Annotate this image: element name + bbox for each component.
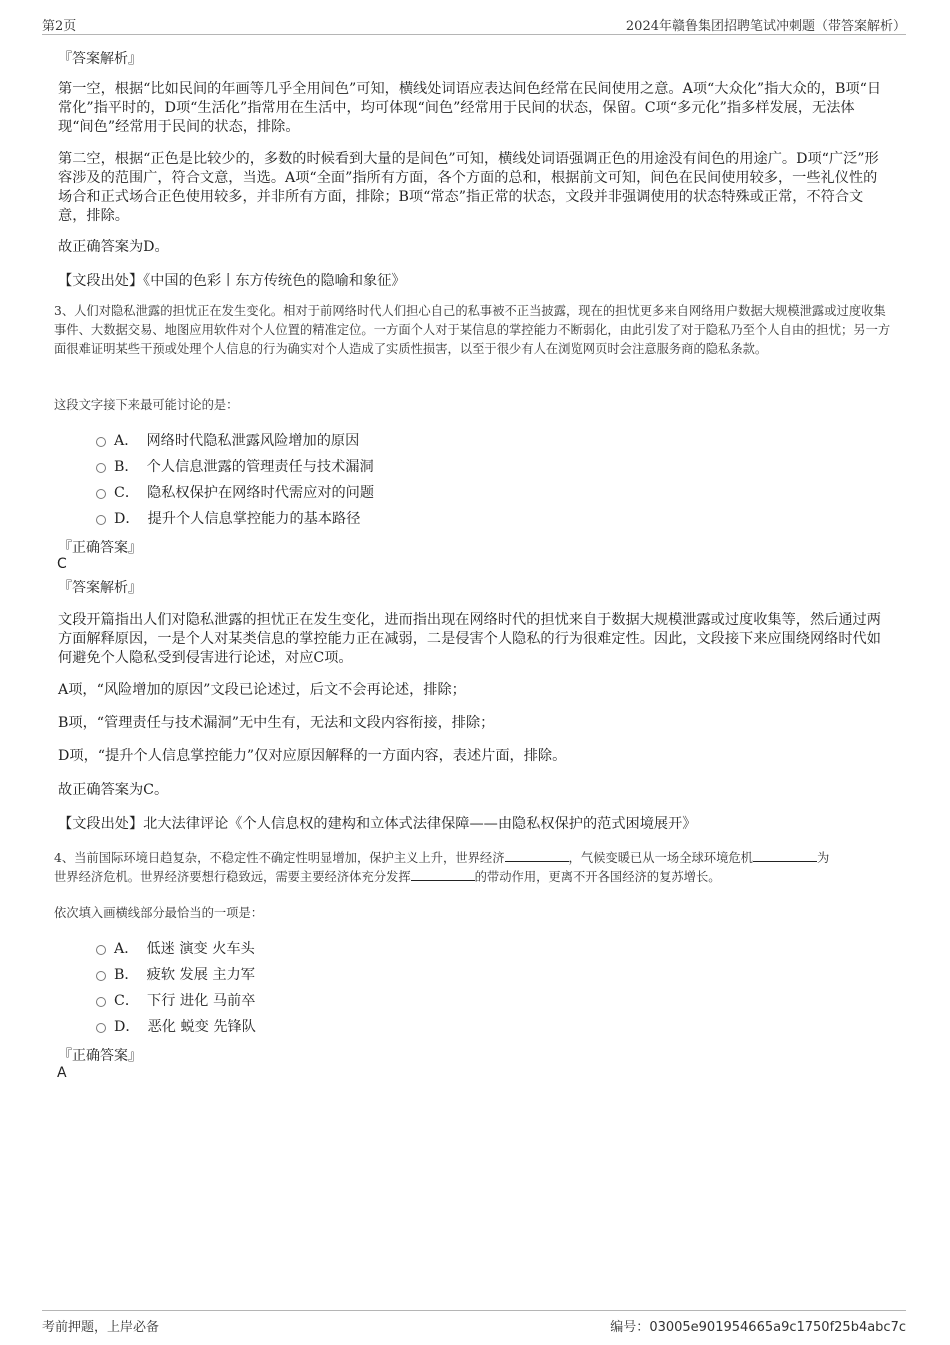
option-text: 恶化 蜕变 先锋队 [147, 1019, 256, 1035]
option-reason: A项，“风险增加的原因”文段已论述过，后文不会再论述，排除； [58, 682, 466, 698]
document-code [610, 1316, 906, 1335]
option-letter: D． [114, 511, 140, 527]
option-text: 隐私权保护在网络时代需应对的问题 [147, 485, 375, 501]
source-text: 【文段出处】《中国的色彩丨东方传统色的隐喻和象征》 [58, 273, 406, 289]
question-stem: 3、人们对隐私泄露的担忧正在发生变化。相对于前网络时代人们担心自己的私事被不正当披露，现在的担忧更多来自网络用户数据大规模泄露或过度收集事件、大数据交易、地图应用软件对个人位置的精准定位。一方面个人对于某信息的掌控能力不断弱化，由此引发了对于隐私乃至个人自由的担忧；另一方面很难证明某些干预或处理个人信息的行为确实对个人造成了实质性损害，以至于很少有人在浏览网页时会注意服务商的隐私条款。 [54, 304, 891, 356]
stem-text: ，气候变暖已从一场全球环境危机 [568, 851, 753, 865]
analysis-paragraph: 第二空，根据“正色是比较少的，多数的时候看到大量的是间色”可知，横线处词语强调正色的用途没有间色的用途广。D项“广泛”形容涉及的范围广，符合文意，当选。A项“全面”指所有方面，各个方面的总和，根据前文可知，间色在民间使用较多，一些礼仪性的场合和正式场合正色使用较多，并非所有方面，排除；B项“常态”指正常的状态，文段并非强调使用的状态特殊或正常，不符合文意，排除。 [58, 151, 879, 224]
radio-icon[interactable] [96, 971, 106, 981]
option-text: 提升个人信息掌控能力的基本路径 [147, 511, 361, 527]
option-text: 个人信息泄露的管理责任与技术漏洞 [146, 459, 374, 475]
option-text: 网络时代隐私泄露风险增加的原因 [146, 433, 360, 449]
option-letter: C． [114, 993, 140, 1009]
answer-label: 『正确答案』 [58, 540, 142, 556]
code-label: 编号： [610, 1320, 650, 1335]
answer-value: C [57, 556, 67, 572]
radio-icon[interactable] [96, 515, 106, 525]
question-prompt: 依次填入画横线部分最恰当的一项是： [54, 906, 264, 920]
option-d[interactable] [96, 1016, 256, 1036]
option-d[interactable] [96, 508, 360, 528]
analysis-paragraph: 文段开篇指出人们对隐私泄露的担忧正在发生变化，进而指出现在网络时代的担忧来自于数据大规模泄露或过度收集等，然后通过两方面解释原因，一是个人对某类信息的掌控能力正在减弱，二是侵害个人隐私的行为很难定性。因此，文段接下来应围绕网络时代如何避免个人隐私受到侵害进行论述，对应C项。 [58, 612, 881, 666]
answer-label: 『正确答案』 [58, 1048, 142, 1064]
option-reason: B项，“管理责任与技术漏洞”无中生有，无法和文段内容衔接，排除； [58, 715, 495, 731]
radio-icon[interactable] [96, 463, 106, 473]
fill-blank [753, 849, 817, 862]
option-b[interactable] [96, 964, 255, 984]
option-text: 下行 进化 马前卒 [147, 993, 256, 1009]
page-number: 第2页 [42, 19, 77, 34]
radio-icon[interactable] [96, 489, 106, 499]
radio-icon[interactable] [96, 1023, 106, 1033]
option-reason: D项，“提升个人信息掌控能力”仅对应原因解释的一方面内容，表述片面，排除。 [58, 748, 567, 764]
stem-text: 为 [816, 851, 830, 865]
stem-text: 4、当前国际环境日趋复杂，不稳定性不确定性明显增加，保护主义上升，世界经济 [54, 851, 505, 865]
page-header [42, 12, 906, 35]
option-letter: D． [114, 1019, 140, 1035]
question-prompt: 这段文字接下来最可能讨论的是： [54, 398, 239, 412]
analysis-label: 『答案解析』 [58, 580, 142, 596]
stem-text: 世界经济危机。世界经济要想行稳致远，需要主要经济体充分发挥 [54, 870, 411, 884]
option-letter: B． [114, 459, 139, 475]
option-c[interactable] [96, 990, 255, 1010]
radio-icon[interactable] [96, 437, 106, 447]
option-c[interactable] [96, 482, 374, 502]
document-title: 2024年赣鲁集团招聘笔试冲刺题（带答案解析） [625, 19, 906, 34]
option-letter: C． [114, 485, 140, 501]
option-letter: A． [114, 433, 139, 449]
question-stem [54, 849, 896, 887]
footer-slogan: 考前押题，上岸必备 [42, 1320, 160, 1335]
code-value: 03005e901954665a9c1750f25b4abc7c [649, 1320, 906, 1335]
answer-value: A [57, 1065, 67, 1081]
option-a[interactable] [96, 430, 359, 450]
stem-text: 的带动作用，更离不开各国经济的复苏增长。 [474, 870, 721, 884]
analysis-paragraph: 第一空，根据“比如民间的年画等几乎全用间色”可知，横线处词语应表达间色经常在民间使用之意。A项“大众化”指大众的，B项“日常化”指平时的，D项“生活化”指常用在生活中，均可体现“间色”经常用于民间的状态，保留。C项“多元化”指多样发展，无法体现“间色”经常用于民间的状态，排除。 [58, 81, 882, 135]
option-letter: A． [114, 941, 139, 957]
option-text: 疲软 发展 主力军 [146, 967, 255, 983]
radio-icon[interactable] [96, 945, 106, 955]
fill-blank [505, 849, 569, 862]
option-a[interactable] [96, 938, 255, 958]
fill-blank [411, 868, 475, 881]
source-text: 【文段出处】北大法律评论《个人信息权的建构和立体式法律保障——由隐私权保护的范式困境展开》 [58, 816, 697, 832]
conclusion-text: 故正确答案为C。 [58, 782, 169, 798]
conclusion-text: 故正确答案为D。 [58, 239, 169, 255]
option-b[interactable] [96, 456, 374, 476]
option-text: 低迷 演变 火车头 [146, 941, 255, 957]
option-letter: B． [114, 967, 139, 983]
analysis-label: 『答案解析』 [58, 51, 142, 67]
radio-icon[interactable] [96, 997, 106, 1007]
page-footer [42, 1310, 906, 1335]
